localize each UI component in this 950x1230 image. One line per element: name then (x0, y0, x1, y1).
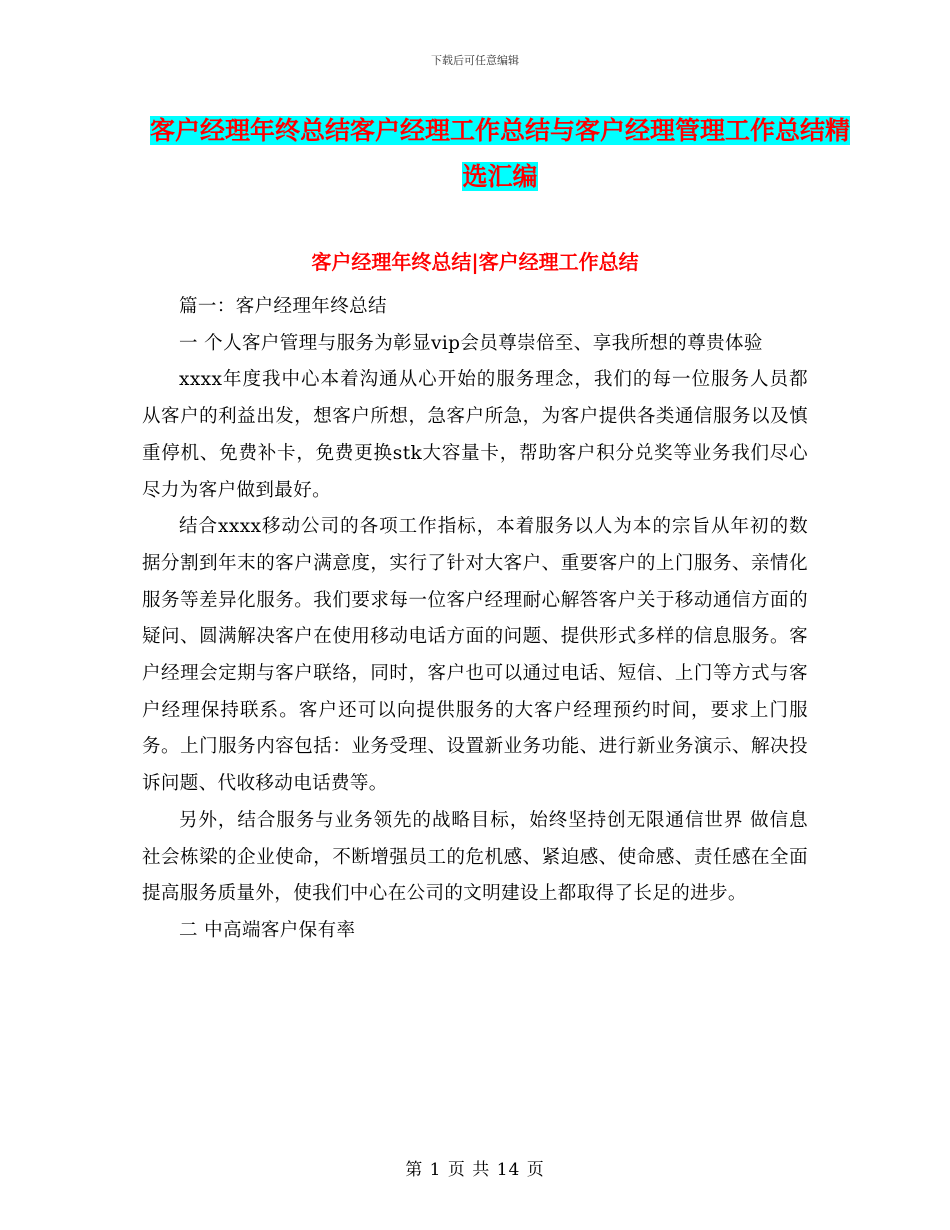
header-note: 下载后可任意编辑 (431, 54, 519, 67)
body-paragraph: 结合xxxx移动公司的各项工作指标，本着服务以人为本的宗旨从年初的数据分割到年末的客户满意度，实行了针对大客户、重要客户的上门服务、亲情化服务等差异化服务。我们要求每一位客户经理耐心解答客户关于移动通信方面的疑问、圆满解决客户在使用移动电话方面的问题、提供形式多样的信息服务。客户经理会定期与客户联络，同时，客户也可以通过电话、短信、上门等方式与客户经理保持联系。客户还可以向提供服务的大客户经理预约时间，要求上门服务。上门服务内容包括：业务受理、设置新业务功能、进行新业务演示、解决投诉问题、代收移动电话费等。 (142, 516, 808, 795)
subsection-heading: 一 个人客户管理与服务为彰显vip会员尊崇倍至、享我所想的尊贵体验 (179, 332, 763, 354)
section-heading: 篇一：客户经理年终总结 (179, 296, 387, 317)
body-paragraph: xxxx年度我中心本着沟通从心开始的服务理念，我们的每一位服务人员都从客户的利益出发，想客户所想，急客户所急，为客户提供各类通信服务以及慎重停机、免费补卡，免费更换stk大容量卡，帮助客户积分兑奖等业务我们尽心尽力为客户做到最好。 (142, 369, 808, 501)
document-subtitle: 客户经理年终总结|客户经理工作总结 (311, 250, 639, 274)
body-paragraph: 另外，结合服务与业务领先的战略目标，始终坚持创无限通信世界 做信息社会栋梁的企业使命，不断增强员工的危机感、紧迫感、使命感、责任感在全面提高服务质量外，使我们中心在公司的文明建设上都取得了长足的进步。 (142, 809, 808, 905)
page-footer: 第 1 页 共 14 页 (405, 1160, 545, 1180)
document-title (150, 108, 850, 200)
document-title-text: 客户经理年终总结客户经理工作总结与客户经理管理工作总结精选汇编 (150, 116, 851, 191)
subsection-heading: 二 中高端客户保有率 (179, 919, 356, 941)
document-body (142, 289, 808, 950)
